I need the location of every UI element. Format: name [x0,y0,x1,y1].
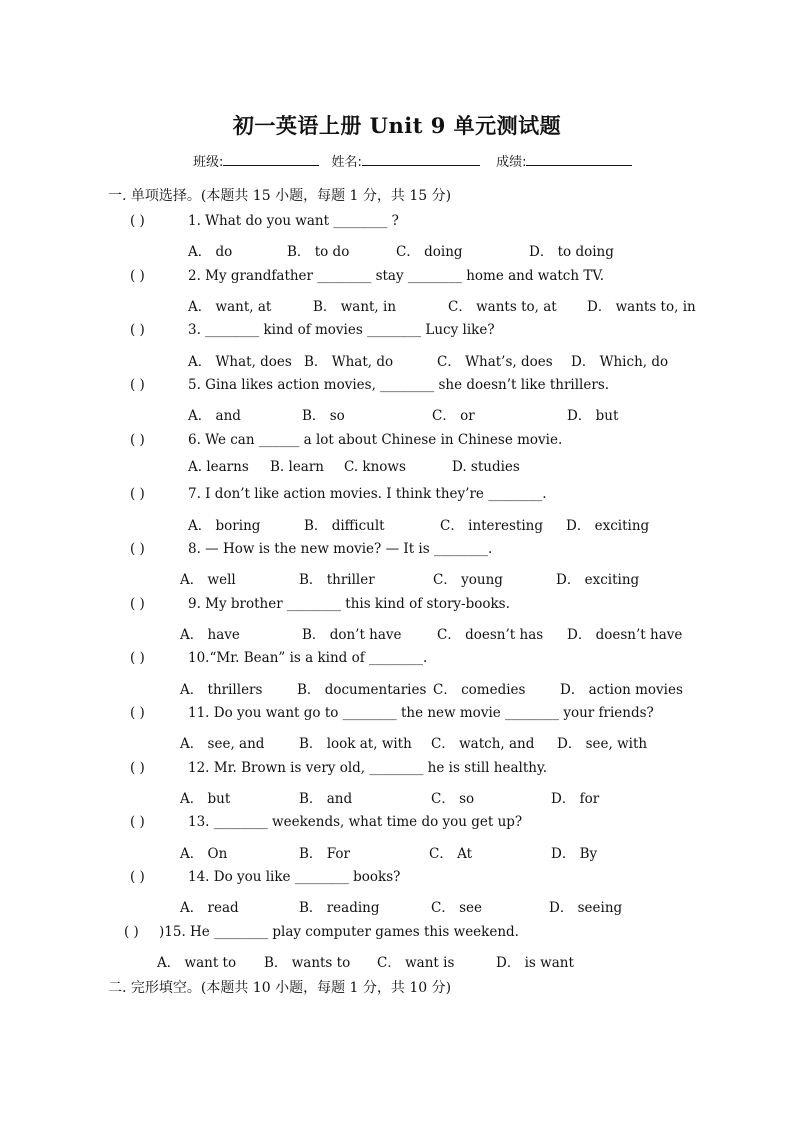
option-c: C． so [431,791,475,807]
answer-paren: ( ) [130,268,145,284]
option-c: C． What’s, does [437,354,553,370]
option-d: D． to doing [529,244,614,260]
option-b: B． don’t have [302,627,402,643]
option-a: A． but [180,791,231,807]
question-text: 9. My brother ________ this kind of story-books. [188,596,510,612]
answer-paren: ( ) [130,322,145,338]
answer-paren: ( ) [130,650,145,666]
question-text: 1. What do you want ________ ? [188,213,399,229]
question-text: 2. My grandfather ________ stay ________ home and watch TV. [188,268,605,284]
option-c: C． want is [377,955,455,971]
answer-paren: ( ) [130,377,145,393]
question-text: 10.“Mr. Bean” is a kind of ________. [188,650,428,666]
answer-paren: ( ) [130,596,145,612]
option-c: C． watch, and [431,736,535,752]
answer-paren: ( ) [130,213,145,229]
section2-heading: 二. 完形填空。(本题共 10 小题，每题 1 分，共 10 分) [108,980,452,996]
option-a: A． want, at [188,299,272,315]
option-c: C． doing [396,244,463,260]
option-d: D． By [551,846,598,862]
option-a: A． have [180,627,240,643]
answer-paren: ( ) [130,705,145,721]
answer-paren: ( ) [130,760,145,776]
section1-heading: 一. 单项选择。(本题共 15 小题，每题 1 分，共 15 分) [108,188,452,204]
option-a: A． boring [188,518,261,534]
option-b: B． and [299,791,353,807]
option-d: D． action movies [560,682,683,698]
option-c: C． young [433,572,503,588]
option-b: B． documentaries [297,682,427,698]
score-label: 成绩: [496,155,527,170]
option-b: B． For [299,846,350,862]
class-blank [223,152,319,166]
option-b: B． What, do [304,354,394,370]
option-a: A． and [188,408,241,424]
question-text: 6. We can ______ a lot about Chinese in Chinese movie. [188,432,563,448]
answer-paren: ( ) [124,924,139,940]
option-b: B． so [302,408,345,424]
option-b: B． difficult [304,518,385,534]
option-a: A． want to [157,955,237,971]
answer-paren: ( ) [130,869,145,885]
option-b: B． thriller [299,572,375,588]
question-text: 8. — How is the new movie? — It is ________. [188,541,493,557]
question-text: 3. ________ kind of movies ________ Lucy like? [188,322,495,338]
option-b: B． wants to [264,955,351,971]
option-a: A． On [180,846,228,862]
option-d: D． seeing [549,900,623,916]
option-d: D． doesn’t have [567,627,683,643]
option-d: D． exciting [556,572,640,588]
question-text: 5. Gina likes action movies, ________ she doesn’t like thrillers. [188,377,610,393]
student-info-row [193,151,653,170]
name-blank [362,152,480,166]
option-a: A． see, and [180,736,265,752]
question-text: )15. He ________ play computer games this weekend. [159,924,519,940]
page-title: 初一英语上册 Unit 9 单元测试题 [232,113,562,138]
option-c: C． interesting [440,518,543,534]
option-d: D. studies [452,459,520,475]
option-c: C． At [429,846,473,862]
option-c: C. knows [344,459,406,475]
option-b: B． reading [299,900,380,916]
option-c: C． doesn’t has [437,627,544,643]
option-d: D． Which, do [571,354,669,370]
score-blank [526,152,632,166]
option-b: B． want, in [313,299,397,315]
option-d: D． for [551,791,600,807]
option-a: A． well [180,572,236,588]
question-text: 11. Do you want go to ________ the new movie ________ your friends? [188,705,654,721]
answer-paren: ( ) [130,486,145,502]
question-text: 13. ________ weekends, what time do you get up? [188,814,523,830]
question-text: 12. Mr. Brown is very old, ________ he is still healthy. [188,760,548,776]
option-b: B． to do [287,244,350,260]
option-d: D． but [567,408,619,424]
option-d: D． see, with [557,736,648,752]
option-a: A． What, does [188,354,292,370]
option-c: C． comedies [433,682,526,698]
option-d: D． is want [496,955,574,971]
option-a: A． do [188,244,233,260]
question-text: 14. Do you like ________ books? [188,869,401,885]
name-label: 姓名: [331,155,362,170]
option-c: C． wants to, at [448,299,557,315]
option-c: C． see [431,900,483,916]
option-d: D． exciting [566,518,650,534]
option-a: A． thrillers [180,682,263,698]
class-label: 班级: [193,155,224,170]
option-b: B． look at, with [299,736,412,752]
option-b: B. learn [270,459,325,475]
option-a: A. learns [188,459,249,475]
question-text: 7. I don’t like action movies. I think they’re ________. [188,486,547,502]
option-d: D． wants to, in [587,299,696,315]
answer-paren: ( ) [130,541,145,557]
answer-paren: ( ) [130,814,145,830]
option-a: A． read [180,900,239,916]
answer-paren: ( ) [130,432,145,448]
option-c: C． or [432,408,475,424]
